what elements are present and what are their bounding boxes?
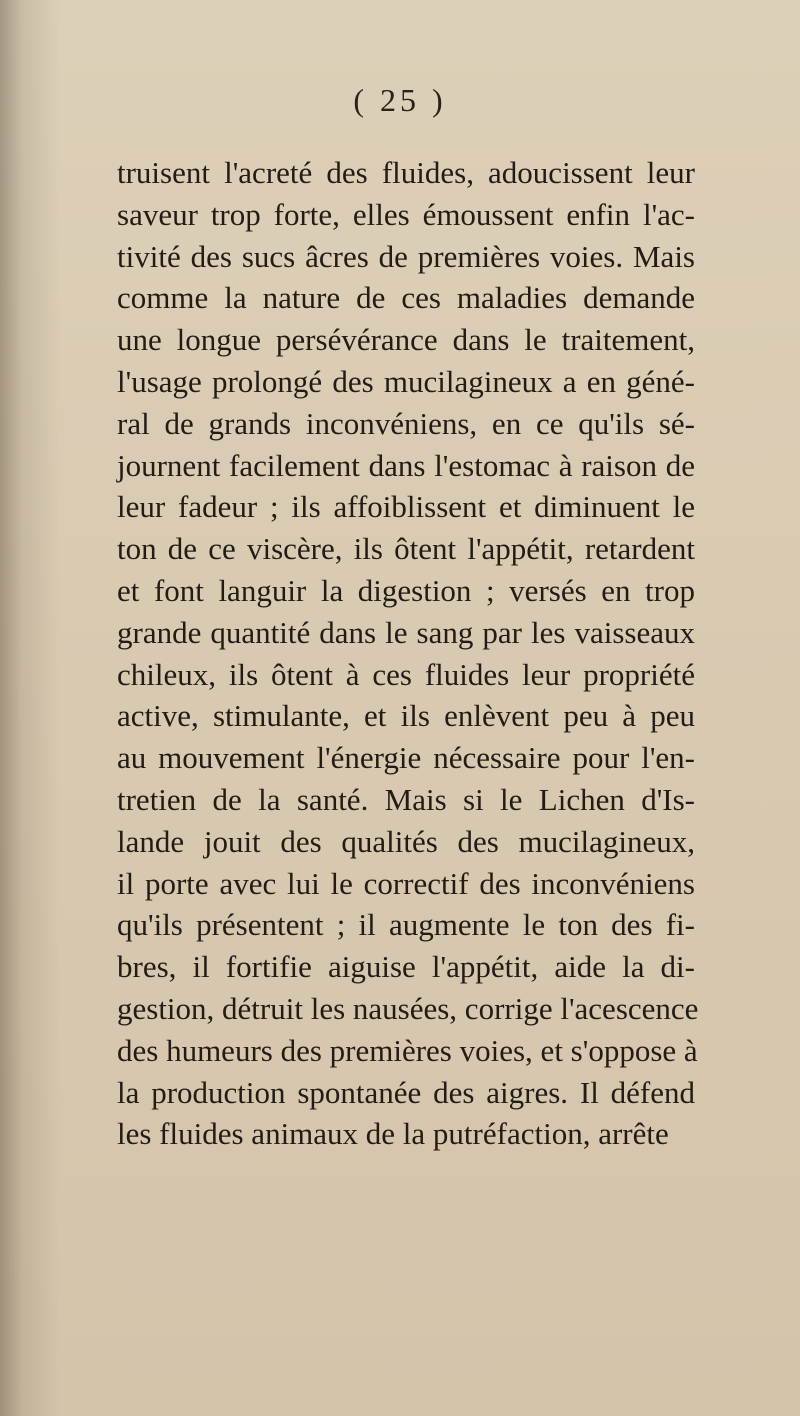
text-line: chileux, ils ôtent à ces fluides leur propriété — [117, 656, 695, 692]
text-line: lande jouit des qualités des mucilagineux, — [117, 823, 695, 859]
text-line: tretien de la santé. Mais si le Lichen d'Is- — [117, 781, 695, 817]
text-line: et font languir la digestion ; versés en trop — [117, 572, 695, 608]
text-line: il porte avec lui le correctif des inconvéniens — [117, 865, 695, 901]
text-line: active, stimulante, et ils enlèvent peu à peu — [117, 698, 695, 734]
text-line: bres, il fortifie aiguise l'appétit, aide la di- — [117, 949, 695, 985]
text-line: gestion, détruit les nausées, corrige l'acescence — [117, 990, 699, 1026]
text-line: au mouvement l'énergie nécessaire pour l'en- — [117, 740, 695, 776]
text-line: tivité des sucs âcres de premières voies. Mais — [117, 238, 695, 274]
text-line: l'usage prolongé des mucilagineux a en géné- — [117, 363, 695, 399]
text-line: qu'ils présentent ; il augmente le ton des fi- — [117, 907, 695, 943]
text-line: leur fadeur ; ils affoiblissent et diminuent le — [117, 489, 695, 525]
text-line: des humeurs des premières voies, et s'oppose à — [117, 1032, 698, 1068]
text-line: ton de ce viscère, ils ôtent l'appétit, retardent — [117, 531, 695, 567]
text-line: grande quantité dans le sang par les vaisseaux — [117, 614, 695, 650]
text-line: les fluides animaux de la putréfaction, arrête — [117, 1116, 669, 1152]
text-line: comme la nature de ces maladies demande — [117, 280, 695, 316]
body-text — [117, 152, 699, 1155]
text-line: une longue persévérance dans le traitement, — [117, 322, 695, 358]
page-number: ( 25 ) — [353, 82, 447, 118]
text-line: journent facilement dans l'estomac à raison de — [117, 447, 695, 483]
text-line: la production spontanée des aigres. Il défend — [117, 1074, 695, 1110]
text-line: truisent l'acreté des fluides, adoucissent leur — [117, 155, 695, 190]
text-line: ral de grands inconvéniens, en ce qu'ils sé- — [117, 405, 695, 441]
text-line: saveur trop forte, elles émoussent enfin l'ac- — [117, 196, 695, 232]
